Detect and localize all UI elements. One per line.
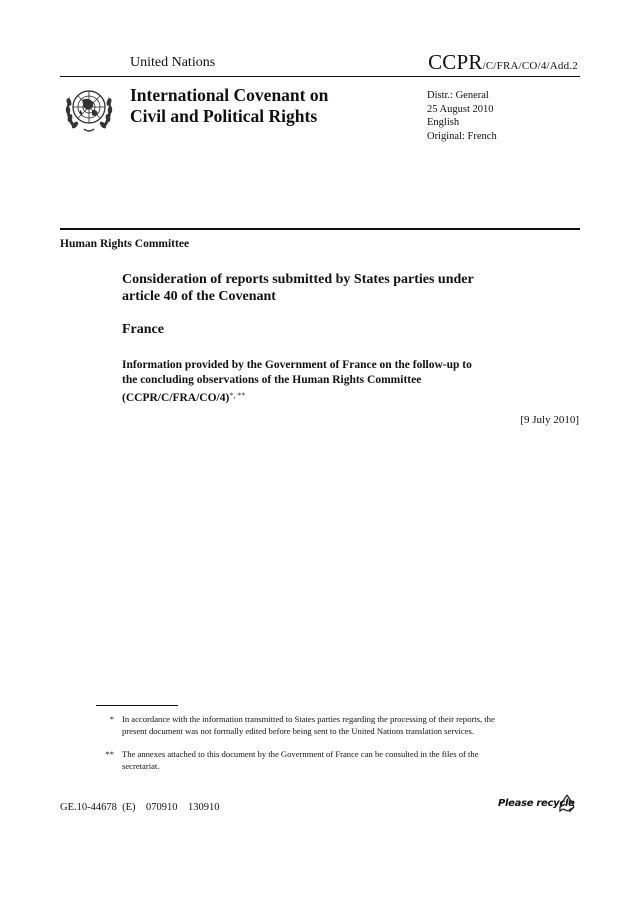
footnote-marks: *, ** [229, 391, 246, 400]
document-symbol-main: CCPR [428, 50, 483, 74]
document-symbol-suffix: /C/FRA/CO/4/Add.2 [482, 60, 578, 72]
header-rule [60, 76, 580, 77]
original-language-line: Original: French [427, 130, 497, 142]
footnote-marker: ** [105, 749, 114, 759]
main-heading [122, 271, 542, 305]
distribution-block [427, 89, 497, 143]
sub-heading-line: the concluding observations of the Human Rights Committee [122, 374, 422, 386]
main-heading-line: article 40 of the Covenant [122, 289, 276, 304]
sub-heading [122, 358, 542, 406]
report-date: [9 July 2010] [520, 414, 579, 426]
footnote-text: The annexes attached to this document by the Government of France can be consulted in the files of the secretariat. [122, 749, 479, 771]
sub-heading-line: Information provided by the Government of France on the follow-up to [122, 359, 472, 371]
main-heading-line: Consideration of reports submitted by States parties under [122, 272, 474, 287]
recycle-icon [556, 792, 578, 814]
footnote-text: In accordance with the information transmitted to States parties regarding the processing of their reports, the present document was not formally edited before being sent to the United Nations translation services. [122, 714, 495, 736]
job-number: GE.10-44678 (E) 070910 130910 [60, 802, 220, 813]
country-heading: France [122, 322, 164, 337]
distribution-line: Distr.: General [427, 90, 489, 101]
header-bottom-rule [60, 228, 580, 230]
un-emblem-icon [62, 82, 116, 136]
committee-name: Human Rights Committee [60, 238, 190, 250]
document-title-line: International Covenant on [130, 85, 329, 105]
footnote-marker: * [109, 714, 114, 724]
please-recycle-label: Please recycle [498, 798, 575, 809]
sub-heading-line [122, 388, 542, 406]
organization-name: United Nations [130, 55, 216, 70]
date-line: 25 August 2010 [427, 103, 494, 115]
document-title-line: Civil and Political Rights [130, 106, 318, 126]
language-line: English [427, 117, 460, 128]
document-symbol [428, 50, 578, 75]
document-title [130, 85, 328, 127]
document-reference: (CCPR/C/FRA/CO/4) [122, 392, 230, 404]
footnote-rule [96, 705, 178, 706]
